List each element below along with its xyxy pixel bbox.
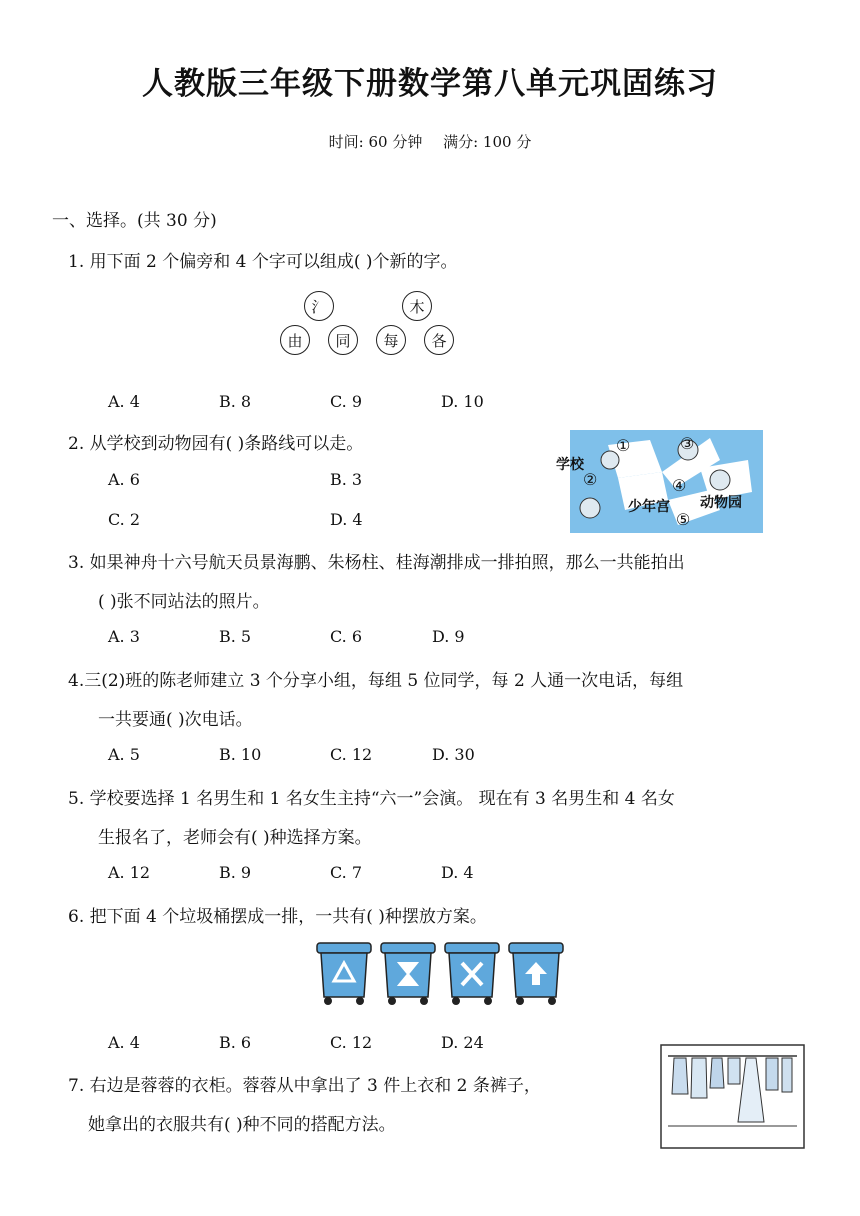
map-route-5: ⑤ bbox=[676, 510, 691, 529]
q2-option-b[interactable]: B. 3 bbox=[330, 470, 363, 489]
q7-line2: 她拿出的衣服共有( )种不同的搭配方法。 bbox=[88, 1115, 396, 1135]
q5-option-a[interactable]: A. 12 bbox=[108, 863, 151, 882]
q5-option-b[interactable]: B. 9 bbox=[219, 863, 252, 882]
trash-bin-recycle-icon bbox=[314, 941, 374, 1007]
char-ge: 各 bbox=[424, 325, 454, 355]
q3-option-b[interactable]: B. 5 bbox=[219, 627, 252, 646]
q2-option-a[interactable]: A. 6 bbox=[108, 470, 140, 489]
q6-option-a[interactable]: A. 4 bbox=[108, 1033, 140, 1052]
q5-option-c[interactable]: C. 7 bbox=[330, 863, 363, 882]
q1-option-b[interactable]: B. 8 bbox=[219, 392, 252, 411]
q6-option-d[interactable]: D. 24 bbox=[441, 1033, 484, 1052]
q4-option-b[interactable]: B. 10 bbox=[219, 745, 262, 764]
wardrobe-illustration bbox=[660, 1044, 805, 1149]
map-route-4: ④ bbox=[672, 476, 687, 495]
exam-meta bbox=[0, 131, 860, 152]
q1-option-c[interactable]: C. 9 bbox=[330, 392, 363, 411]
q2-option-d[interactable]: D. 4 bbox=[330, 510, 363, 529]
map-school: 学校 bbox=[556, 457, 584, 473]
exam-score: 满分: 100 分 bbox=[443, 133, 532, 151]
q6-text: 6. 把下面 4 个垃圾桶摆成一排，一共有( )种摆放方案。 bbox=[68, 907, 487, 927]
radical-water: 氵 bbox=[304, 291, 334, 321]
char-mei: 每 bbox=[376, 325, 406, 355]
q1-text: 1. 用下面 2 个偏旁和 4 个字可以组成( )个新的字。 bbox=[68, 252, 458, 272]
map-zoo: 动物园 bbox=[700, 495, 742, 511]
q6-option-b[interactable]: B. 6 bbox=[219, 1033, 252, 1052]
q3-option-a[interactable]: A. 3 bbox=[108, 627, 140, 646]
q3-option-c[interactable]: C. 6 bbox=[330, 627, 363, 646]
map-route-2: ② bbox=[583, 470, 598, 489]
map-route-3: ③ bbox=[680, 434, 695, 453]
char-you: 由 bbox=[280, 325, 310, 355]
trash-bin-other-icon bbox=[442, 941, 502, 1007]
q3-line1: 3. 如果神舟十六号航天员景海鹏、朱杨柱、桂海潮排成一排拍照，那么一共能拍出 bbox=[68, 553, 685, 573]
char-tong: 同 bbox=[328, 325, 358, 355]
route-map bbox=[556, 430, 763, 533]
q6-option-c[interactable]: C. 12 bbox=[330, 1033, 373, 1052]
trash-bin-kitchen-icon bbox=[506, 941, 566, 1007]
q3-line2: ( )张不同站法的照片。 bbox=[98, 592, 270, 612]
q4-line2: 一共要通( )次电话。 bbox=[98, 710, 253, 730]
page-title: 人教版三年级下册数学第八单元巩固练习 bbox=[142, 66, 718, 102]
map-palace: 少年宫 bbox=[628, 499, 670, 515]
map-route-1: ① bbox=[616, 436, 631, 455]
q4-option-a[interactable]: A. 5 bbox=[108, 745, 140, 764]
exam-time: 时间: 60 分钟 bbox=[328, 133, 423, 151]
q1-option-d[interactable]: D. 10 bbox=[441, 392, 484, 411]
route-map-paths bbox=[570, 430, 763, 533]
q5-line1: 5. 学校要选择 1 名男生和 1 名女生主持“六一”会演。 现在有 3 名男生和 4 名女 bbox=[68, 789, 675, 809]
radical-wood: 木 bbox=[402, 291, 432, 321]
q4-option-c[interactable]: C. 12 bbox=[330, 745, 373, 764]
q4-option-d[interactable]: D. 30 bbox=[432, 745, 475, 764]
q2-text: 2. 从学校到动物园有( )条路线可以走。 bbox=[68, 434, 364, 454]
q5-line2: 生报名了，老师会有( )种选择方案。 bbox=[98, 828, 372, 848]
q2-option-c[interactable]: C. 2 bbox=[108, 510, 141, 529]
q3-option-d[interactable]: D. 9 bbox=[432, 627, 465, 646]
q4-line1: 4.三(2)班的陈老师建立 3 个分享小组，每组 5 位同学，每 2 人通一次电话，每组 bbox=[68, 671, 684, 691]
q7-line1: 7. 右边是蓉蓉的衣柜。蓉蓉从中拿出了 3 件上衣和 2 条裤子， bbox=[68, 1076, 541, 1096]
q1-option-a[interactable]: A. 4 bbox=[108, 392, 140, 411]
q5-option-d[interactable]: D. 4 bbox=[441, 863, 474, 882]
trash-bin-hazard-icon bbox=[378, 941, 438, 1007]
section-heading: 一、选择。(共 30 分) bbox=[52, 211, 217, 231]
